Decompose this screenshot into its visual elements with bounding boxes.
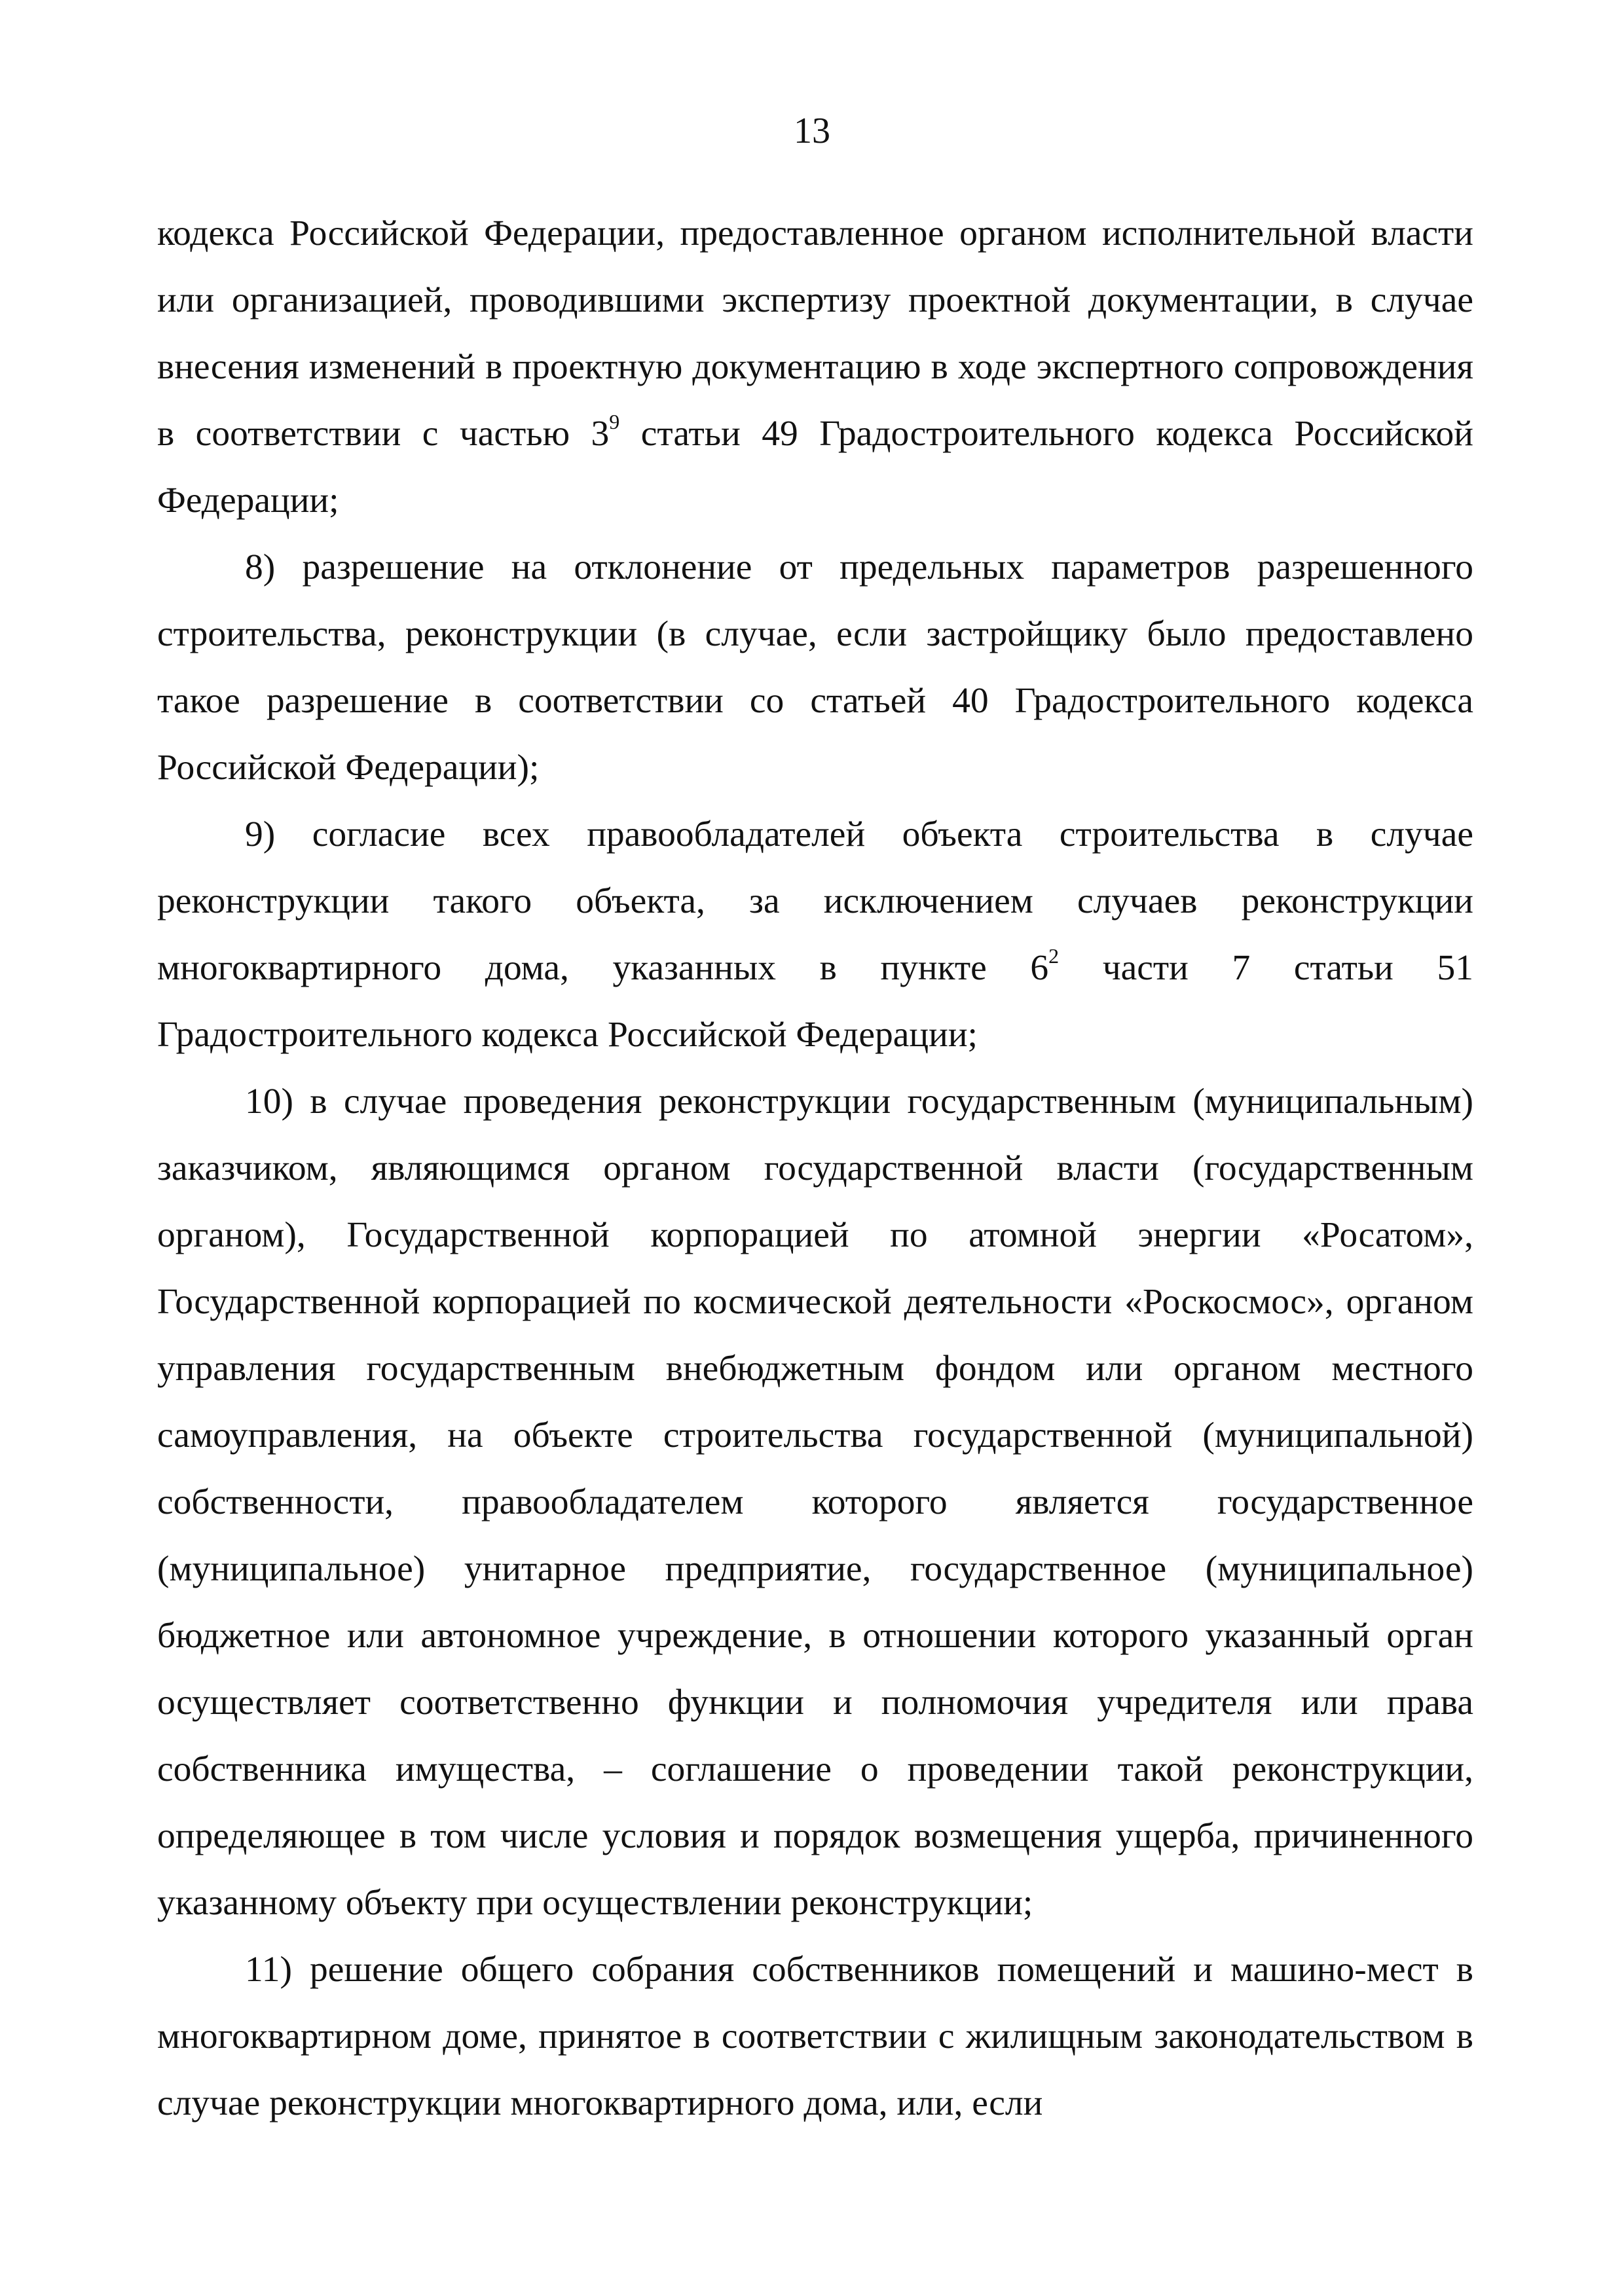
paragraph-item-8: [157, 534, 1473, 801]
paragraph-text: кодекса Российской Федерации, предоставленное органом исполнительной власти или организацией, проводившими экспертизу проектной документации, в случае внесения изменений в проектную документацию в ходе экспертного сопровождения в соответствии с частью 3: [157, 213, 1473, 454]
superscript: 9: [609, 409, 620, 433]
paragraph-text: 9) согласие всех правообладателей объекта строительства в случае реконструкции такого объекта, за исключением случаев реконструкции многоквартирного дома, указанных в пункте 6: [157, 814, 1473, 988]
paragraph-item-9: [157, 801, 1473, 1068]
paragraph-item-10: [157, 1068, 1473, 1937]
paragraph-text: 8) разрешение на отклонение от предельных параметров разрешенного строительства, реконструкции (в случае, если застройщику было предоставлено такое разрешение в соответствии со статьей 40 Градостроительного кодекса Российской Федерации);: [157, 547, 1473, 788]
superscript: 2: [1048, 943, 1060, 968]
paragraph-text: статьи 49 Градостроительного кодекса Российской Федерации;: [157, 414, 1473, 520]
paragraph-item-11: [157, 1937, 1473, 2137]
paragraph-text: 11) решение общего собрания собственников помещений и машино-мест в многоквартирном доме, принятое в соответствии с жилищным законодательством в случае реконструкции многоквартирного дома, или, если: [157, 1950, 1473, 2123]
paragraph-text: части 7 статьи 51 Градостроительного кодекса Российской Федерации;: [157, 948, 1474, 1055]
document-body: [157, 200, 1473, 2137]
paragraph-continuation: [157, 200, 1473, 534]
page-number: 13: [794, 111, 830, 151]
paragraph-text: 10) в случае проведения реконструкции государственным (муниципальным) заказчиком, являющимся органом государственной власти (государственным органом), Государственной корпорацией по атомной энергии «Росатом», Государственной корпорацией по космической деятельности «Роскосмос», органом управления государственным внебюджетным фондом или органом местного самоуправления, на объекте строительства государственной (муниципальной) собственности, правообладателем которого является государственное (муниципальное) унитарное предприятие, государственное (муниципальное) бюджетное или автономное учреждение, в отношении которого указанный орган осуществляет соответственно функции и полномочия учредителя или права собственника имущества, – соглашение о проведении такой реконструкции, определяющее в том числе условия и порядок возмещения ущерба, причиненного указанному объекту при осуществлении реконструкции;: [157, 1082, 1473, 1923]
